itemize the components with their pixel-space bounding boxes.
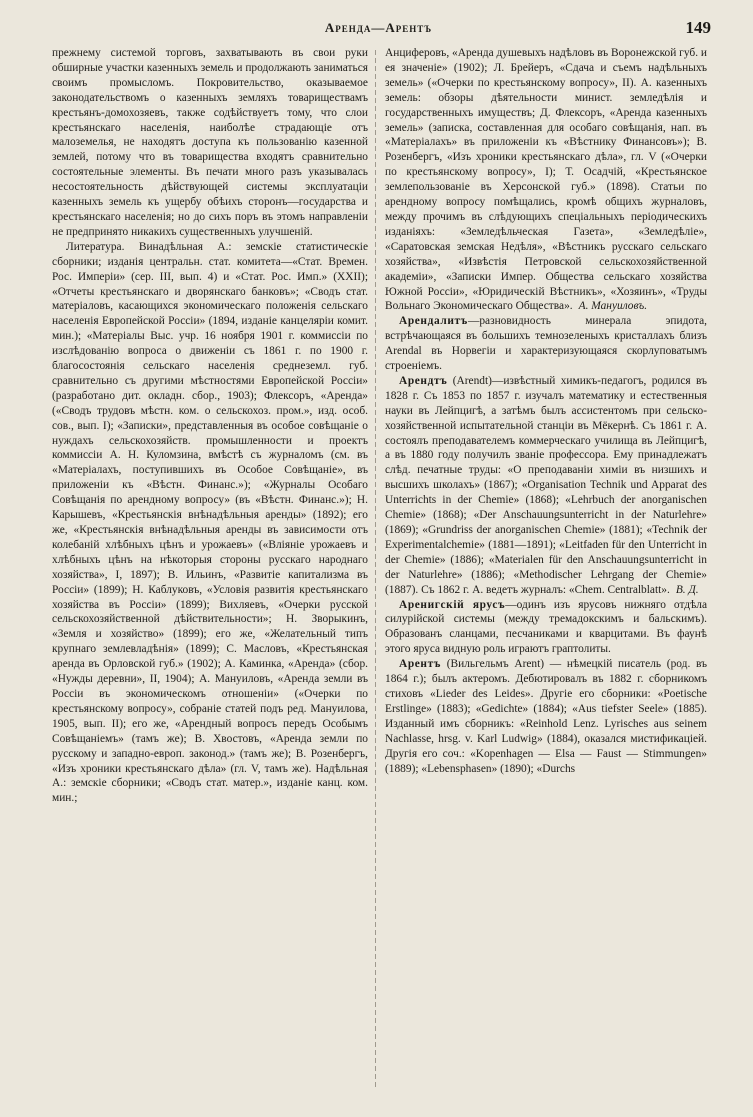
page-header — [44, 18, 713, 40]
running-title: Аренда—Арентъ — [324, 20, 433, 35]
left-column — [52, 46, 368, 1106]
entry-headword: Арендалитъ — [399, 315, 468, 328]
entry-arendalit — [385, 314, 707, 374]
author-signature: А. Мануиловъ. — [578, 300, 648, 313]
entry-arent — [385, 657, 707, 776]
literature-paragraph: Литература. Винадѣльная А.: земскіе статистическіе сборники; изданія центральн. стат. комитета—«Стат. Времен. Рос. Имперіи» (сер. III, вып. 4) и «Стат. Рос. Имп.» (XXII); «Отчеты крестьянскаго и дворянскаго банковъ»; «Сводъ стат. матеріаловъ, касающихся экономическаго положенія сельскаго населенія Европейской Россіи» (1894, изданіе канцеляріи комит. мин.); «Матеріалы Выс. учр. 16 ноября 1901 г. коммиссіи по изслѣдованію вопроса о движеніи съ 1861 г. по 1900 г. благосостоянія сельскаго населенія среднеземл. губ. сравнительно съ другими мѣстностями Европейской Россіи» (разработано дит. окладн. сбор., 1903); Флексоръ, «Аренда» («Сводъ трудовъ мѣстн. ком. о сельскохоз. пром.», изд. особ. сов., вып. I); «Записки», представленныя въ особое совѣщаніе о нуждахъ сельскохозяйств. промышленности и проектъ коммиссіи А. Н. Куломзина, вмѣстѣ съ журналомъ (см. въ «Матеріалахъ, поступившихъ въ Особое Совѣщаніе», въ приложеніи къ «Вѣстн. Финанс.»); «Журналы Особаго Совѣщанія по арендному вопросу» (въ «Вѣстн. Финанс.»); Н. Карышевъ, «Крестьянскія внѣнадѣльныя аренды» (1892); его же, «Крестьянскія внѣнадѣльныя аренды въ зависимости отъ колебаній хлѣбныхъ цѣнъ и урожаевъ» («Вліяніе урожаевъ и хлѣбныхъ цѣнъ на нѣкоторыя стороны русскаго народнаго хозяйства», I, 1897); В. Ильинъ, «Развитіе капитализма въ Россіи» (1899); Н. Каблуковъ, «Условія развитія крестьянскаго хозяйства въ Россіи» (1899); Вихляевъ, «Очерки русской сельскохозяйственной дѣйствительности»; Н. Зворыкинъ, «Земля и хозяйство» (1899); его же, «Желательный типъ крупнаго землевладѣнія» (1899); С. Масловъ, «Крестьянская аренда въ Орловской губ.» (1902); А. Каминка, «Аренда» (сбор. «Нужды деревни», II, 1904); А. Мануиловъ, «Аренда земли въ Россіи въ экономическомъ отношеніи» («Очерки по крестьянскому вопросу», собраніе статей подъ ред. Мануилова, 1905, вып. II); его же, «Арендный вопросъ передъ Особымъ Совѣщаніемъ» (тамъ же); В. Хвостовъ, «Аренда земли по русскому и западно-европ. законод.» (тамъ же); В. Розенбергъ, «Изъ хроники крестьянскаго дѣла» (гл. V, тамъ же). Надѣльная А.: земскіе сборники; «Сводъ стат. матер.», изданіе канц. ком. мин.; — [52, 240, 368, 805]
entry-body: —одинъ изъ ярусовъ нижняго отдѣла силурійской системы (между тремадокскимъ и бальскимъ). Образованъ сланцами, песчаниками и кварцитами. Въ фаунѣ этого яруса видную роль играютъ граптолиты. — [385, 598, 707, 656]
entry-headword: Арендтъ — [399, 374, 448, 387]
page-number: 149 — [685, 18, 711, 37]
entry-body: (Arendt)—извѣстный химикъ-педагогъ, родился въ 1828 г. Съ 1853 по 1857 г. изучалъ математику и естественныя науки въ Лейпцигѣ, а затѣмъ былъ ассистентомъ при сельско-хозяйственной испытательной станціи въ Мёкернѣ. Съ 1861 г. А. состоялъ преподавателемъ коммерческаго училища въ Лейпцигѣ, а въ 1880 году получилъ званіе профессора. Ему принадлежатъ слѣд. печатные труды: «О преподаваніи химіи въ низшихъ и высшихъ школахъ» (1867); «Organisation Technik und Apparat des Unterrichts in der Chemie» (1868); «Lehrbuch der anorganischen Chemie» (1868); «Der Anschauungsunterricht in der Naturlehre» (1869); «Grundriss der anorganischen Chemie» (1881); «Technik der Experimentalchemie» (1881—1891); «Leitfaden für den Unterricht in der Chemie» (1886); «Materialen für den Anschauungsunterricht in der Naturlehre» (1886); «Methodischer Lehrgang der Chemie» (1887). Съ 1862 г. А. ведетъ журналъ: «Chem. Centralblatt». — [385, 374, 707, 596]
entry-arenig-stage — [385, 598, 707, 658]
entry-body: —разновидность минерала эпидота, встрѣчающаяся въ большихъ темнозеленыхъ кристаллахъ близъ Arendal въ Норвегіи и характеризующаяся скорлуповатымъ строеніемъ. — [385, 315, 707, 373]
entry-headword: Аренигскій ярусъ — [399, 598, 506, 611]
entry-body: (Вильгельмъ Arent) — нѣмецкій писатель (род. въ 1864 г.); былъ актеромъ. Дебютировалъ въ 1882 г. сборникомъ стиховъ «Lieder des Leides». Другіе его сборники: «Poetische Erstlinge» (1883); «Gedichte» (1884); «Aus tiefster Seele» (1885). Изданный имъ сборникъ: «Reinhold Lenz. Lyrisches aus seinem Nachlasse, hrsg. v. Karl Ludwig» (1884), оказался мистификаціей. Другія его соч.: «Kopenhagen — Elsa — Faust — Stimmungen» (1889); «Lebensphasen» (1890); «Durchs — [385, 658, 707, 775]
entry-arendt — [385, 374, 707, 598]
literature-continuation — [385, 46, 707, 314]
entry-headword: Арентъ — [399, 658, 442, 671]
author-signature: В. Д. — [675, 583, 699, 596]
right-column — [385, 46, 707, 1106]
article-continuation: прежнему системой торговъ, захватывають въ свои руки обширные участки казенныхъ земель и продолжають заниматься своимъ промысломъ. Покровительство, оказываемое законодательствомъ о казенныхъ земляхъ товариществамъ крестьянъ-домохозяевъ, также содѣйствуетъ тому, что слои крестьянскаго населенія, наиболѣе страдающіе отъ малоземелья, не находятъ доступа къ пользованію казенной землей, потому что въ товарищества входятъ сравнительно состоятельные элементы. Въ печати много разъ указывалась несостоятельность дѣйствующей системы эксплуатаціи казенныхъ земель къ ущербу обѣихъ сторонъ—государства и крестьянскаго населенія; но до сихъ поръ въ этомъ направленіи не предпринято никакихъ существенныхъ улучшеній. — [52, 47, 368, 238]
column-divider — [375, 50, 376, 1090]
literature-text: Анциферовъ, «Аренда душевыхъ надѣловъ въ Воронежской губ. и ея значеніе» (1902); Л. Брейеръ, «Сдача и съемъ надѣльныхъ земель» («Очерки по крестьянскому вопросу», II). А. казенныхъ земель: обзоры дѣятельности минист. земледѣлія и государственныхъ имуществъ; Д. Флексоръ, «Аренда казенныхъ земель» (записка, составленная для особаго совѣщанія, нап. въ «Матеріалахъ» въ приложеніи къ «Вѣстнику Финансовъ»); В. Розенбергъ, «Изъ хроники крестьянскаго дѣла», гл. V («Очерки по крестьянскому вопросу», I); Т. Осадчій, «Крестьянское землепользованіе въ Херсонской губ.» (1898). Статьи по арендному вопросу помѣщались, кромѣ общихъ журналовъ, между прочимъ въ слѣдующихъ спеціальныхъ періодическихъ изданіяхъ: «Земледѣльческая Газета», «Земледѣліе», «Саратовская земская Недѣля», «Вѣстникъ русскаго сельскаго хозяйства», «Извѣстія Петровской сельскохозяйственной академіи», «Записки Импер. Общества сельскаго хозяйства Южной Россіи», «Юридическій Вѣстникъ», «Хозяинъ», «Труды Вольнаго Экономическаго Общества». — [385, 47, 707, 313]
